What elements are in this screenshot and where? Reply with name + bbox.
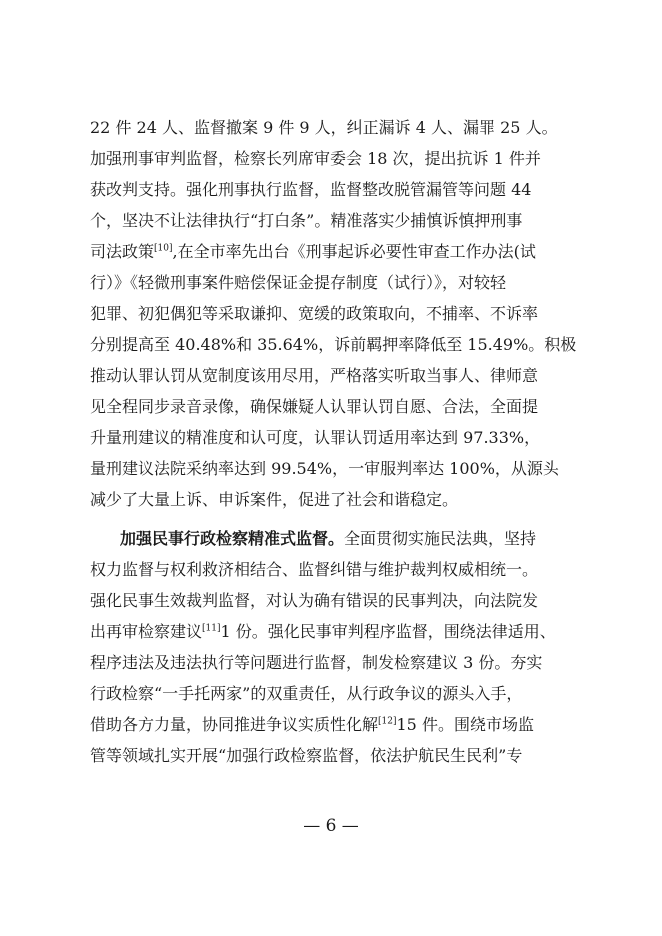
footnote-ref[interactable]: [10] [154, 243, 173, 254]
text-line: 减少了大量上诉、申诉案件，促进了社会和谐稳定。 [90, 490, 459, 509]
text-segment: 15 件。围绕市场监 [396, 715, 534, 734]
text-line: 推动认罪认罚从宽制度该用尽用，严格落实听取当事人、律师意 [90, 366, 539, 385]
footnote-ref[interactable]: [11] [202, 623, 221, 634]
text-line: 权力监督与权利救济相结合、监督纠错与维护裁判权威相统一。 [90, 560, 539, 579]
text-line [90, 709, 590, 740]
text-line: 22 件 24 人、监督撤案 9 件 9 人，纠正漏诉 4 人、漏罪 25 人。 [90, 118, 558, 137]
text-line: 强化民事生效裁判监督，对认为确有错误的民事判决，向法院发 [90, 591, 539, 610]
text-line: 升量刑建议的精准度和认可度，认罪认罚适用率达到 97.33%， [90, 428, 541, 447]
text-line: 管等领域扎实开展“加强行政检察监督，依法护航民生民利”专 [90, 746, 523, 765]
text-line: 量刑建议法院采纳率达到 99.54%，一审服判率达 100%，从源头 [90, 459, 559, 478]
text-line: 见全程同步录音录像，确保嫌疑人认罪认罚自愿、合法，全面提 [90, 397, 539, 416]
text-line: 行政检察“一手托两家”的双重责任，从行政争议的源头入手， [90, 684, 523, 703]
paragraph-gap [90, 515, 590, 523]
text-line: 犯罪、初犯偶犯等采取谦抑、宽缓的政策取向，不捕率、不诉率 [90, 304, 539, 323]
body-text [90, 112, 590, 771]
text-segment: 全面贯彻实施民法典，坚持 [344, 529, 537, 548]
text-line: 程序违法及违法执行等问题进行监督，制发检察建议 3 份。夯实 [90, 653, 543, 672]
paragraph-heading-line [90, 523, 590, 554]
text-segment: 司法政策 [90, 242, 155, 261]
text-line: 分别提高至 40.48%和 35.64%，诉前羁押率降低至 15.49%。积极 [90, 335, 577, 354]
text-line: 获改判支持。强化刑事执行监督，监督整改脱管漏管等问题 44 [90, 180, 532, 199]
paragraph-heading: 加强民事行政检察精准式监督。 [120, 529, 345, 548]
text-segment: 出再审检察建议 [90, 622, 203, 641]
text-segment: 借助各方力量，协同推进争议实质性化解 [90, 715, 379, 734]
text-line [90, 236, 590, 267]
text-segment: 1 份。强化民事审判程序监督，围绕法律适用、 [220, 622, 556, 641]
page-number: — 6 — [303, 816, 359, 836]
text-line: 个，坚决不让法律执行“打白条”。精准落实少捕慎诉慎押刑事 [90, 211, 523, 230]
text-line: 行）》《轻微刑事案件赔偿保证金提存制度（试行）》，对较轻 [90, 273, 507, 292]
footnote-ref[interactable]: [12] [378, 716, 397, 727]
text-line [90, 616, 590, 647]
text-line: 加强刑事审判监督，检察长列席审委会 18 次，提出抗诉 1 件并 [90, 149, 541, 168]
text-segment: ,在全市率先出台《刑事起诉必要性审查工作办法(试 [172, 242, 536, 261]
